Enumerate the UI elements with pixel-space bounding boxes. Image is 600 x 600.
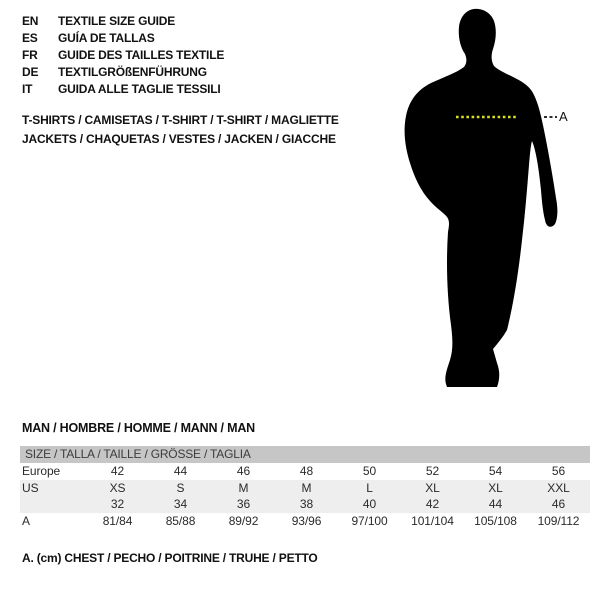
size-cell: L [366,480,373,495]
size-cell: 32 [110,497,125,512]
size-cell: 48 [299,464,314,479]
size-cell: 105/108 [474,513,517,528]
language-code: FR [22,48,38,62]
size-table [20,463,590,529]
size-cell: 97/100 [351,513,388,528]
language-row-de [22,64,224,81]
size-cell: 46 [236,464,251,479]
size-cell: 54 [488,464,503,479]
language-code: EN [22,14,39,28]
size-cell: 40 [362,497,377,512]
man-silhouette [405,9,558,387]
section-title-man: MAN / HOMBRE / HOMME / MANN / MAN [22,421,255,435]
size-cell: 56 [551,464,566,479]
language-label: TEXTILE SIZE GUIDE [58,14,176,28]
row-label: Europe [22,464,61,479]
size-cell: 52 [425,464,440,479]
size-cell: XL [488,480,503,495]
language-label: TEXTILGRÖßENFÜHRUNG [58,65,207,79]
language-code: ES [22,31,38,45]
size-cell: 42 [110,464,125,479]
man-silhouette-svg [398,5,568,390]
table-row-us-numeric [20,496,590,513]
size-cell: M [238,480,249,495]
language-code: DE [22,65,39,79]
row-label [20,496,86,513]
language-label: GUIDA ALLE TAGLIE TESSILI [58,82,221,96]
size-cell: S [176,480,185,495]
size-cell: 44 [173,464,188,479]
language-row-en [22,13,224,30]
language-label: GUIDE DES TAILLES TEXTILE [58,48,225,62]
table-row-us [20,480,590,497]
measurement-label-a: A [559,109,568,124]
size-cell: 89/92 [228,513,259,528]
size-cell: 36 [236,497,251,512]
table-row-europe [20,463,590,480]
row-label: A [22,513,30,528]
language-code: IT [22,82,33,96]
language-list [22,13,224,98]
category-jackets: JACKETS / CHAQUETAS / VESTES / JACKEN / GIACCHE [22,131,336,146]
row-label: US [22,480,39,495]
size-cell: 42 [425,497,440,512]
table-row-chest-cm [20,513,590,530]
size-cell: XS [109,480,126,495]
size-cell: 38 [299,497,314,512]
size-table-header: SIZE / TALLA / TAILLE / GRÖSSE / TAGLIA [20,446,590,463]
language-row-fr [22,47,224,64]
size-cell: 34 [173,497,188,512]
size-cell: 101/104 [411,513,454,528]
size-cell: 44 [488,497,503,512]
size-cell: 85/88 [165,513,196,528]
language-row-it [22,81,224,98]
size-cell: 109/112 [537,513,580,528]
size-cell: XXL [547,480,570,495]
category-tshirts: T-SHIRTS / CAMISETAS / T-SHIRT / T-SHIRT / MAGLIETTE [22,113,339,127]
garment-categories [22,111,339,148]
size-cell: 46 [551,497,566,512]
size-cell: 50 [362,464,377,479]
size-cell: 93/96 [291,513,322,528]
size-cell: M [301,480,312,495]
language-row-es [22,30,224,47]
language-label: GUÍA DE TALLAS [58,31,155,45]
measurement-footnote: A. (cm) CHEST / PECHO / POITRINE / TRUHE / PETTO [22,551,318,565]
man-silhouette-figure [398,5,568,390]
size-cell: 81/84 [102,513,133,528]
size-cell: XL [425,480,440,495]
